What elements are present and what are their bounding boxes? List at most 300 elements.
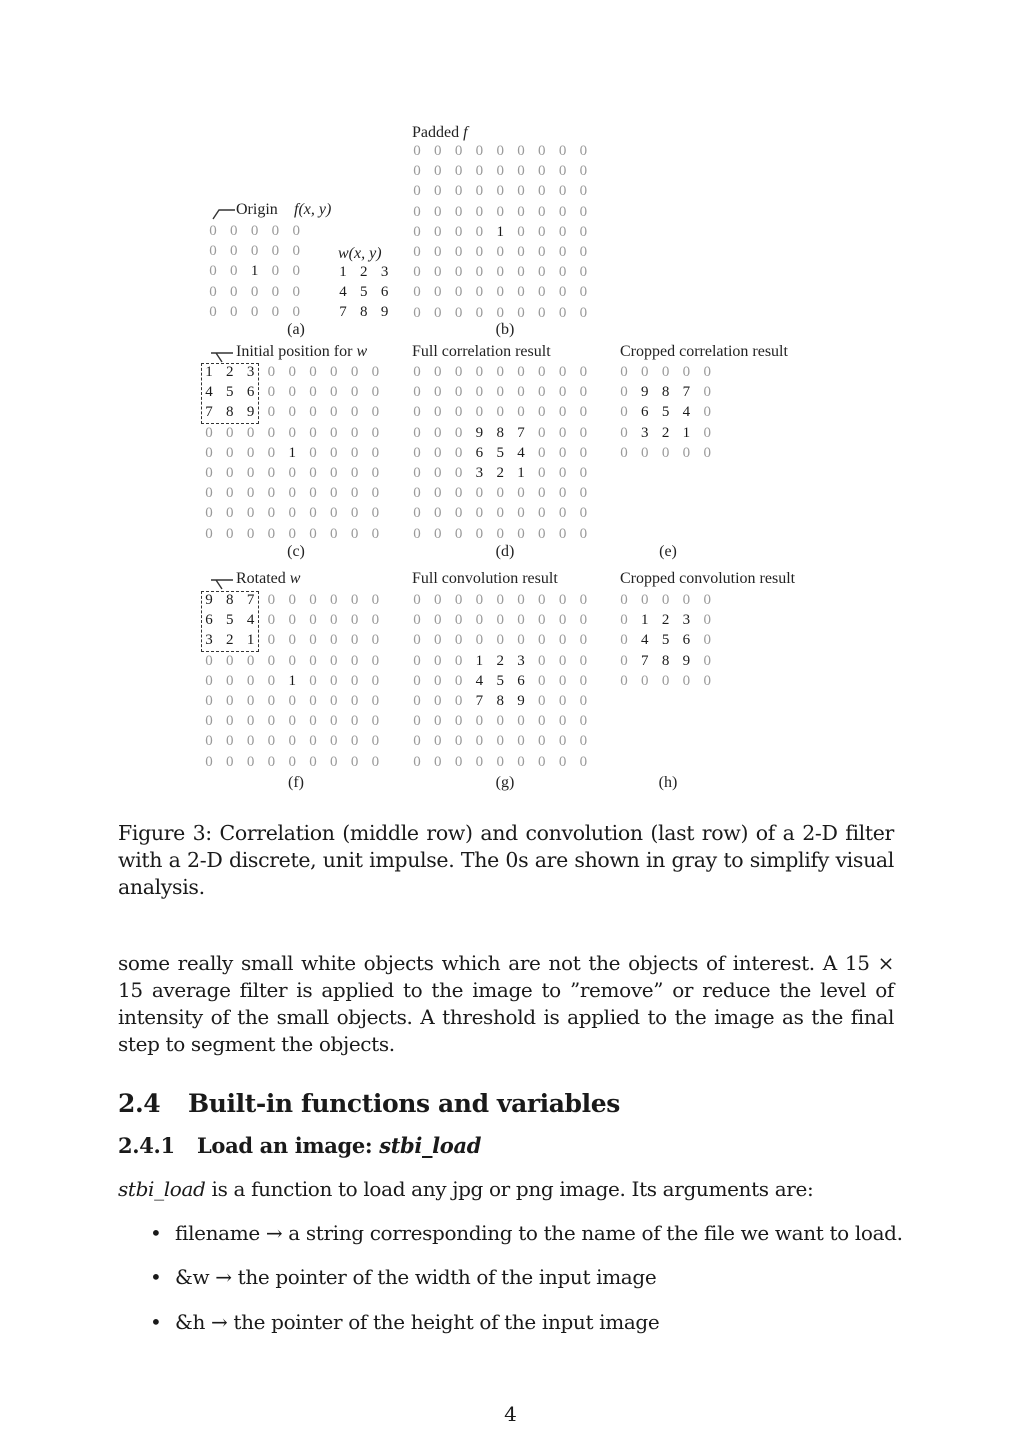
matrix-cell: 0 [330, 384, 338, 401]
list-item-text: &w → the pointer of the width of the input image [175, 1265, 657, 1289]
matrix-cell: 0 [538, 284, 546, 301]
matrix-cell: 1 [496, 223, 504, 240]
matrix-cell: 0 [209, 223, 217, 239]
matrix-cell: 0 [475, 592, 484, 608]
matrix-cell: 0 [246, 424, 255, 441]
matrix-cell: 0 [288, 404, 296, 421]
matrix-cell: 0 [661, 592, 670, 608]
matrix-cell: 0 [413, 163, 421, 180]
subsection-number: 2.4.1 [118, 1133, 175, 1158]
matrix-cell: 0 [434, 424, 442, 441]
matrix-cell: 0 [558, 183, 567, 200]
matrix-cell: 0 [434, 304, 442, 321]
matrix-cell: 0 [454, 733, 463, 750]
matrix-cell: 0 [330, 753, 338, 770]
matrix-cell: 0 [350, 693, 359, 709]
matrix-cell: 0 [434, 693, 442, 709]
matrix-cell: 0 [250, 303, 259, 320]
matrix-cell: 0 [205, 465, 213, 481]
matrix-cell: 0 [475, 404, 484, 421]
matrix-cell: 7 [205, 404, 213, 421]
matrix-cell: 0 [413, 244, 421, 260]
sublabel-h: (h) [658, 774, 678, 791]
matrix-cell: 0 [475, 264, 484, 281]
matrix-cell: 0 [371, 505, 380, 522]
matrix-cell: 0 [267, 424, 276, 441]
matrix-cell: 0 [226, 753, 234, 770]
matrix-cell: 0 [246, 505, 255, 522]
matrix-cell: 0 [496, 264, 504, 281]
matrix-cell: 0 [475, 384, 484, 401]
matrix-cell: 0 [579, 612, 588, 629]
rotated-w-label: Rotated w [236, 570, 301, 587]
matrix-cell: 0 [454, 183, 463, 200]
matrix-cell: 0 [538, 733, 546, 750]
matrix-cell: 0 [413, 632, 421, 649]
matrix-cell: 0 [209, 243, 217, 260]
matrix-cell: 4 [246, 612, 255, 629]
filter-window-box [201, 363, 259, 424]
matrix-cell: 0 [620, 672, 628, 689]
matrix-cell: 2 [496, 465, 504, 481]
fxy-label: f(x, y) [294, 201, 332, 218]
matrix-cell: 0 [496, 713, 504, 730]
matrix-cell: 0 [496, 525, 504, 542]
matrix-cell: 0 [682, 364, 691, 380]
matrix-cell: 0 [538, 672, 546, 689]
matrix-cell: 0 [434, 592, 442, 608]
matrix-cell: 0 [558, 444, 567, 461]
origin-label: Origin [236, 201, 278, 218]
matrix-cell: 0 [288, 753, 296, 770]
matrix-cell: 0 [309, 444, 317, 461]
matrix-cell: 0 [538, 753, 546, 770]
matrix-cell: 0 [579, 304, 588, 321]
matrix-cell: 0 [309, 525, 317, 542]
matrix-cell: 0 [454, 424, 463, 441]
matrix-cell: 0 [558, 404, 567, 421]
matrix-cell: 0 [226, 733, 234, 750]
matrix-cell: 0 [246, 693, 255, 709]
matrix-cell: 0 [371, 733, 380, 750]
matrix-cell: 0 [558, 693, 567, 709]
matrix-cell: 0 [538, 465, 546, 481]
matrix-cell: 0 [620, 592, 628, 608]
matrix-cell: 0 [434, 444, 442, 461]
matrix-cell: 0 [371, 632, 380, 649]
matrix-cell: 0 [309, 713, 317, 730]
matrix-cell: 0 [371, 525, 380, 542]
matrix-cell: 7 [339, 304, 347, 321]
matrix-cell: 4 [641, 632, 649, 649]
matrix-cell: 0 [558, 733, 567, 750]
matrix-cell: 0 [434, 203, 442, 220]
matrix-cell: 0 [475, 203, 484, 220]
matrix-cell: 0 [292, 303, 300, 320]
matrix-cell: 0 [517, 733, 525, 750]
matrix-cell: 0 [538, 264, 546, 281]
matrix-cell: 0 [579, 672, 588, 689]
matrix-cell: 0 [538, 444, 546, 461]
matrix-cell: 0 [475, 244, 484, 260]
sublabel-d: (d) [495, 543, 515, 560]
matrix-cell: 0 [579, 143, 588, 159]
matrix-cell: 0 [288, 525, 296, 542]
matrix-cell: 0 [246, 713, 255, 730]
matrix-cell: 0 [496, 632, 504, 649]
page-number: 4 [504, 1402, 517, 1426]
matrix-cell: 0 [496, 384, 504, 401]
matrix-cell: 0 [413, 612, 421, 629]
matrix-cell: 0 [250, 243, 259, 260]
matrix-cell: 0 [288, 505, 296, 522]
matrix-cell: 0 [538, 424, 546, 441]
matrix-cell: 5 [661, 404, 670, 421]
matrix-cell: 0 [496, 163, 504, 180]
matrix-cell: 6 [641, 404, 649, 421]
matrix-cell: 0 [620, 444, 628, 461]
matrix-cell: 0 [454, 304, 463, 321]
matrix-cell: 0 [454, 713, 463, 730]
matrix-cell: 0 [454, 244, 463, 260]
matrix-cell: 0 [309, 424, 317, 441]
matrix-cell: 3 [475, 465, 484, 481]
matrix-cell: 0 [292, 223, 300, 239]
matrix-cell: 0 [226, 713, 234, 730]
matrix-cell: 0 [413, 183, 421, 200]
matrix-cell: 0 [350, 384, 359, 401]
matrix-cell: 0 [496, 485, 504, 502]
matrix-cell: 0 [371, 364, 380, 380]
matrix-cell: 0 [434, 733, 442, 750]
cropped-convolution-label: Cropped convolution result [620, 570, 796, 587]
matrix-cell: 5 [496, 444, 504, 461]
matrix-cell: 7 [641, 652, 649, 669]
matrix-cell: 0 [413, 203, 421, 220]
matrix-cell: 0 [538, 183, 546, 200]
matrix-cell: 0 [288, 632, 296, 649]
matrix-cell: 0 [250, 283, 259, 300]
matrix-cell: 7 [682, 384, 691, 401]
sublabel-f: (f) [288, 774, 304, 791]
matrix-cell: 0 [703, 652, 711, 669]
matrix-cell: 0 [558, 424, 567, 441]
matrix-cell: 0 [558, 592, 567, 608]
matrix-cell: 0 [309, 612, 317, 629]
matrix-cell: 0 [309, 364, 317, 380]
matrix-cell: 6 [517, 672, 525, 689]
matrix-cell: 6 [246, 384, 255, 401]
matrix-cell: 0 [330, 525, 338, 542]
matrix-cell: 0 [454, 672, 463, 689]
matrix-cell: 0 [271, 223, 280, 239]
matrix-cell: 7 [246, 592, 255, 608]
matrix-cell: 0 [579, 592, 588, 608]
matrix-cell: 0 [413, 404, 421, 421]
matrix-cell: 0 [413, 525, 421, 542]
matrix-cell: 0 [475, 525, 484, 542]
matrix-cell: 0 [558, 505, 567, 522]
matrix-cell: 0 [246, 652, 255, 669]
matrix-cell: 1 [250, 263, 259, 280]
function-name: stbi_load [118, 1177, 206, 1201]
matrix-cell: 0 [230, 223, 238, 239]
matrix-cell: 0 [475, 284, 484, 301]
matrix-cell: 1 [641, 612, 649, 629]
matrix-cell: 0 [538, 505, 546, 522]
sublabel-c: (c) [287, 543, 305, 560]
matrix-cell: 0 [350, 713, 359, 730]
list-item [150, 1310, 659, 1334]
matrix-cell: 0 [434, 364, 442, 380]
matrix-cell: 0 [309, 672, 317, 689]
matrix-cell: 0 [579, 525, 588, 542]
matrix-cell: 0 [267, 612, 276, 629]
bullet-icon: • [150, 1221, 162, 1245]
matrix-cell: 0 [371, 444, 380, 461]
matrix-cell: 0 [579, 713, 588, 730]
matrix-cell: 0 [434, 525, 442, 542]
matrix-cell: 0 [475, 304, 484, 321]
matrix-cell: 0 [413, 424, 421, 441]
matrix-cell: 1 [288, 672, 296, 689]
filter-window-box [201, 591, 259, 652]
matrix-cell: 0 [226, 485, 234, 502]
matrix-cell: 0 [413, 693, 421, 709]
matrix-cell: 0 [579, 404, 588, 421]
matrix-cell: 0 [496, 753, 504, 770]
matrix-cell: 9 [380, 304, 389, 321]
matrix-cell: 0 [641, 444, 649, 461]
matrix-cell: 0 [350, 652, 359, 669]
matrix-cell: 0 [267, 632, 276, 649]
matrix-cell: 0 [371, 404, 380, 421]
matrix-cell: 1 [205, 364, 213, 380]
matrix-cell: 0 [558, 364, 567, 380]
initial-position-label: Initial position for w [236, 343, 368, 360]
matrix-cell: 0 [475, 713, 484, 730]
matrix-cell: 0 [579, 183, 588, 200]
matrix-cell: 0 [496, 733, 504, 750]
matrix-cell: 0 [371, 713, 380, 730]
matrix-cell: 0 [475, 364, 484, 380]
matrix-cell: 0 [309, 465, 317, 481]
matrix-cell: 9 [475, 424, 484, 441]
matrix-cell: 0 [661, 672, 670, 689]
matrix-cell: 0 [579, 733, 588, 750]
matrix-cell: 0 [288, 652, 296, 669]
matrix-cell: 1 [682, 424, 691, 441]
matrix-cell: 0 [454, 444, 463, 461]
matrix-cell: 0 [271, 283, 280, 300]
matrix-cell: 0 [558, 264, 567, 281]
matrix-cell: 0 [579, 753, 588, 770]
sublabel-g: (g) [495, 774, 515, 791]
matrix-cell: 0 [641, 672, 649, 689]
matrix-cell: 0 [517, 223, 525, 240]
matrix-cell: 0 [330, 404, 338, 421]
matrix-cell: 8 [661, 384, 670, 401]
matrix-cell: 0 [413, 384, 421, 401]
matrix-cell: 0 [496, 203, 504, 220]
matrix-cell: 0 [558, 652, 567, 669]
matrix-cell: 0 [309, 384, 317, 401]
matrix-cell: 0 [205, 424, 213, 441]
matrix-cell: 0 [454, 465, 463, 481]
matrix-cell: 0 [330, 444, 338, 461]
matrix-cell: 0 [230, 303, 238, 320]
matrix-cell: 0 [350, 485, 359, 502]
matrix-cell: 3 [641, 424, 649, 441]
matrix-cell: 0 [517, 244, 525, 260]
matrix-cell: 0 [475, 163, 484, 180]
origin-arrow-icon [211, 204, 237, 220]
matrix-cell: 0 [246, 444, 255, 461]
section-title: Built-in functions and variables [188, 1089, 620, 1118]
matrix-cell: 0 [558, 223, 567, 240]
matrix-cell: 0 [434, 384, 442, 401]
matrix-cell: 0 [620, 384, 628, 401]
matrix-cell: 0 [434, 753, 442, 770]
matrix-cell: 0 [454, 632, 463, 649]
matrix-cell: 0 [454, 693, 463, 709]
matrix-cell: 7 [475, 693, 484, 709]
matrix-cell: 0 [579, 652, 588, 669]
matrix-cell: 0 [205, 693, 213, 709]
matrix-cell: 0 [330, 505, 338, 522]
matrix-cell: 0 [517, 183, 525, 200]
matrix-cell: 0 [517, 525, 525, 542]
matrix-cell: 0 [558, 143, 567, 159]
matrix-cell: 0 [330, 592, 338, 608]
body-paragraph: some really small white objects which are not the objects of interest. A 15 × 15 average filter is applied to the image to ”remove” or reduce the level of intensity of the small objects. A threshold is applied to the image as the final step to segment the objects. [118, 951, 894, 1056]
matrix-cell: 0 [496, 284, 504, 301]
matrix-cell: 0 [454, 505, 463, 522]
matrix-cell: 0 [579, 693, 588, 709]
matrix-cell: 0 [517, 203, 525, 220]
matrix-cell: 0 [288, 612, 296, 629]
matrix-cell: 0 [267, 592, 276, 608]
matrix-cell: 0 [517, 612, 525, 629]
subsection-title: Load an image: [197, 1133, 380, 1158]
matrix-cell: 0 [434, 465, 442, 481]
matrix-cell: 3 [205, 632, 213, 649]
matrix-cell: 0 [288, 733, 296, 750]
matrix-cell: 0 [579, 264, 588, 281]
matrix-cell: 0 [517, 485, 525, 502]
matrix-cell: 0 [209, 283, 217, 300]
matrix-cell: 0 [454, 525, 463, 542]
matrix-cell: 0 [413, 444, 421, 461]
section-heading [118, 1089, 620, 1118]
matrix-cell: 0 [558, 612, 567, 629]
matrix-cell: 0 [226, 424, 234, 441]
matrix-cell: 0 [413, 284, 421, 301]
matrix-cell: 0 [703, 364, 711, 380]
matrix-cell: 0 [517, 592, 525, 608]
matrix-cell: 0 [330, 364, 338, 380]
matrix-cell: 0 [413, 652, 421, 669]
matrix-cell: 0 [496, 592, 504, 608]
matrix-cell: 0 [271, 303, 280, 320]
matrix-cell: 0 [371, 672, 380, 689]
matrix-cell: 0 [350, 505, 359, 522]
matrix-cell: 0 [703, 404, 711, 421]
matrix-cell: 0 [288, 592, 296, 608]
matrix-cell: 8 [496, 693, 504, 709]
origin-arrow-icon [209, 575, 235, 591]
matrix-cell: 0 [350, 444, 359, 461]
matrix-cell: 0 [330, 713, 338, 730]
matrix-cell: 0 [246, 672, 255, 689]
matrix-cell: 8 [226, 592, 234, 608]
matrix-cell: 8 [496, 424, 504, 441]
matrix-cell: 0 [271, 263, 280, 280]
matrix-cell: 0 [682, 672, 691, 689]
matrix-cell: 0 [538, 652, 546, 669]
matrix-cell: 8 [661, 652, 670, 669]
matrix-cell: 0 [309, 592, 317, 608]
matrix-cell: 0 [288, 465, 296, 481]
matrix-cell: 6 [205, 612, 213, 629]
matrix-cell: 0 [434, 244, 442, 260]
matrix-cell: 0 [309, 693, 317, 709]
matrix-cell: 0 [350, 632, 359, 649]
matrix-cell: 9 [682, 652, 691, 669]
matrix-cell: 0 [267, 444, 276, 461]
matrix-cell: 0 [288, 713, 296, 730]
matrix-cell: 3 [682, 612, 691, 629]
list-item [150, 1265, 656, 1289]
matrix-cell: 0 [454, 203, 463, 220]
matrix-cell: 0 [538, 525, 546, 542]
matrix-cell: 0 [371, 693, 380, 709]
full-correlation-label: Full correlation result [412, 343, 551, 360]
matrix-cell: 0 [267, 465, 276, 481]
matrix-cell: 0 [538, 632, 546, 649]
matrix-cell: 0 [517, 284, 525, 301]
matrix-cell: 0 [246, 525, 255, 542]
matrix-cell: 0 [434, 485, 442, 502]
matrix-cell: 0 [205, 753, 213, 770]
bullet-icon: • [150, 1265, 162, 1289]
matrix-cell: 0 [538, 713, 546, 730]
matrix-cell: 0 [288, 364, 296, 380]
matrix-cell: 0 [538, 304, 546, 321]
matrix-cell: 0 [309, 505, 317, 522]
matrix-cell: 0 [558, 244, 567, 260]
matrix-cell: 0 [703, 592, 711, 608]
matrix-cell: 4 [339, 284, 347, 301]
matrix-cell: 0 [454, 652, 463, 669]
matrix-cell: 0 [682, 444, 691, 461]
matrix-cell: 0 [475, 505, 484, 522]
matrix-cell: 0 [226, 505, 234, 522]
matrix-cell: 0 [413, 223, 421, 240]
matrix-cell: 0 [434, 223, 442, 240]
matrix-cell: 0 [413, 592, 421, 608]
matrix-cell: 0 [475, 733, 484, 750]
matrix-cell: 0 [538, 244, 546, 260]
matrix-cell: 0 [413, 143, 421, 159]
matrix-cell: 0 [538, 612, 546, 629]
matrix-cell: 0 [226, 525, 234, 542]
matrix-cell: 8 [360, 304, 368, 321]
matrix-cell: 0 [309, 485, 317, 502]
matrix-cell: 0 [496, 364, 504, 380]
matrix-cell: 0 [292, 243, 300, 260]
matrix-cell: 0 [330, 612, 338, 629]
